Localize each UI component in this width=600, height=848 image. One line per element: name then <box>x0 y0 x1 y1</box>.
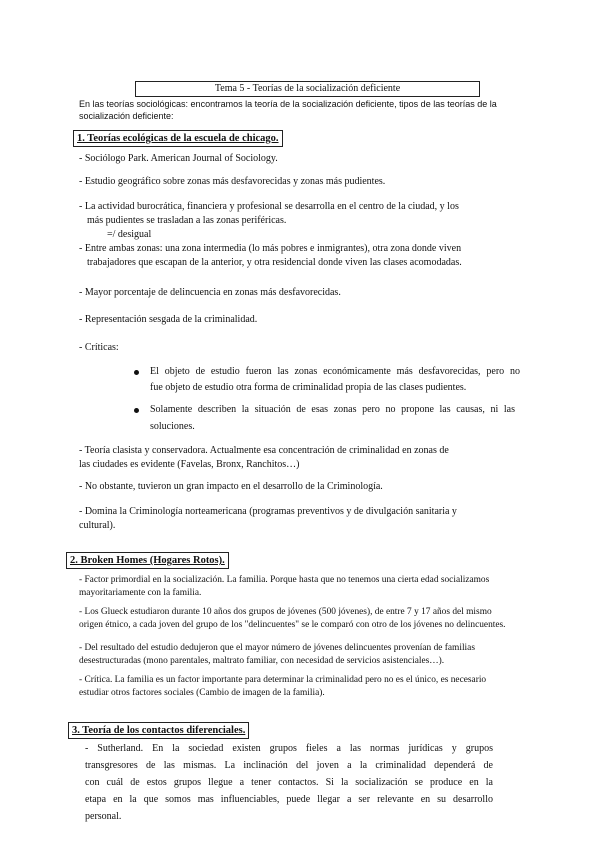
bullet-line: fue objeto de estudio otra forma de criminalidad propia de las clases pudientes. <box>150 382 467 393</box>
section-1-line: - Representación sesgada de la criminalidad. <box>79 314 258 325</box>
section-2-line: estudiar otros factores sociales (Cambio de imagen de la familia). <box>79 688 325 698</box>
section-3-line: etapa en la que somos mas influenciables, puede llegar a ser relevante en su desarrollo <box>85 794 493 805</box>
section-1-line: más pudientes se trasladan a las zonas periféricas. <box>87 215 287 226</box>
section-1-line: - Entre ambas zonas: una zona intermedia (lo más pobres e inmigrantes), otra zona donde viven <box>79 243 462 254</box>
section-1-line: - Sociólogo Park. American Journal of Sociology. <box>79 153 278 164</box>
section-1-line: cultural). <box>79 520 116 531</box>
section-2-line: desestructuradas (mono parentales, maltrato familiar, con necesidad de servicios asistenciales…). <box>79 656 445 666</box>
section-2-line: - Crítica. La familia es un factor importante para determinar la criminalidad pero no es el único, es necesario <box>79 675 487 685</box>
section-2-heading: 2. Broken Homes (Hogares Rotos). <box>66 552 229 569</box>
section-1-line: - Mayor porcentaje de delincuencia en zonas más desfavorecidas. <box>79 287 341 298</box>
section-2-line: - Factor primordial en la socialización. La familia. Porque hasta que no tenemos una cierta edad socializamos <box>79 575 490 585</box>
intro-paragraph: En las teorías sociológicas: encontramos la teoría de la socialización deficiente, tipos de las teorías de la socialización deficiente: <box>79 99 497 121</box>
section-1-line: - La actividad burocrática, financiera y profesional se desarrolla en el centro de la ciudad, y los <box>79 201 459 212</box>
bullet-line: soluciones. <box>150 421 195 432</box>
section-2-line: mayoritariamente con la familia. <box>79 588 202 598</box>
section-1-line: - Teoría clasista y conservadora. Actualmente esa concentración de criminalidad en zonas de <box>79 445 449 456</box>
section-2-line: - Los Glueck estudiaron durante 10 años dos grupos de jóvenes (500 jóvenes), de entre 7 y 17 años del mismo <box>79 607 492 617</box>
bullet-line: Solamente describen la situación de esas zonas pero no propone las causas, ni las <box>150 404 515 415</box>
section-1-line: - Críticas: <box>79 342 119 353</box>
section-3-line: - Sutherland. En la sociedad existen grupos fieles a las normas jurídicas y grupos <box>85 743 493 754</box>
section-3-line: personal. <box>85 811 122 822</box>
section-1-heading: 1. Teorías ecológicas de la escuela de chicago. <box>73 130 283 147</box>
section-3-line: con cuál de estos grupos llegue a tener contactos. Si la socialización se produce en la <box>85 777 493 788</box>
section-1-line: - Domina la Criminología norteamericana (programas preventivos y de divulgación sanitaria y <box>79 506 457 517</box>
bullet-icon <box>134 370 139 375</box>
section-3-line: transgresores de las mismas. La inclinación del joven a la criminalidad dependerá de <box>85 760 493 771</box>
section-1-line: =/ desigual <box>107 229 152 240</box>
bullet-line: El objeto de estudio fueron las zonas económicamente más desfavorecidas, pero no <box>150 366 520 377</box>
section-1-line: trabajadores que escapan de la anterior, y otra residencial donde viven las clases acomodadas. <box>87 257 462 268</box>
section-1-line: las ciudades es evidente (Favelas, Bronx, Ranchitos…) <box>79 459 300 470</box>
section-1-line: - Estudio geográfico sobre zonas más desfavorecidas y zonas más pudientes. <box>79 176 386 187</box>
section-3-heading: 3. Teoría de los contactos diferenciales. <box>68 722 249 739</box>
section-1-line: - No obstante, tuvieron un gran impacto en el desarrollo de la Criminología. <box>79 481 383 492</box>
document-title: Tema 5 - Teorías de la socialización deficiente <box>135 81 480 97</box>
section-2-line: origen étnico, a cada joven del grupo de los "delincuentes" se le comparó con otro de los jóvenes no delincuentes. <box>79 620 506 630</box>
section-2-line: - Del resultado del estudio dedujeron que el mayor número de jóvenes delincuentes provenían de familias <box>79 643 475 653</box>
bullet-icon <box>134 408 139 413</box>
